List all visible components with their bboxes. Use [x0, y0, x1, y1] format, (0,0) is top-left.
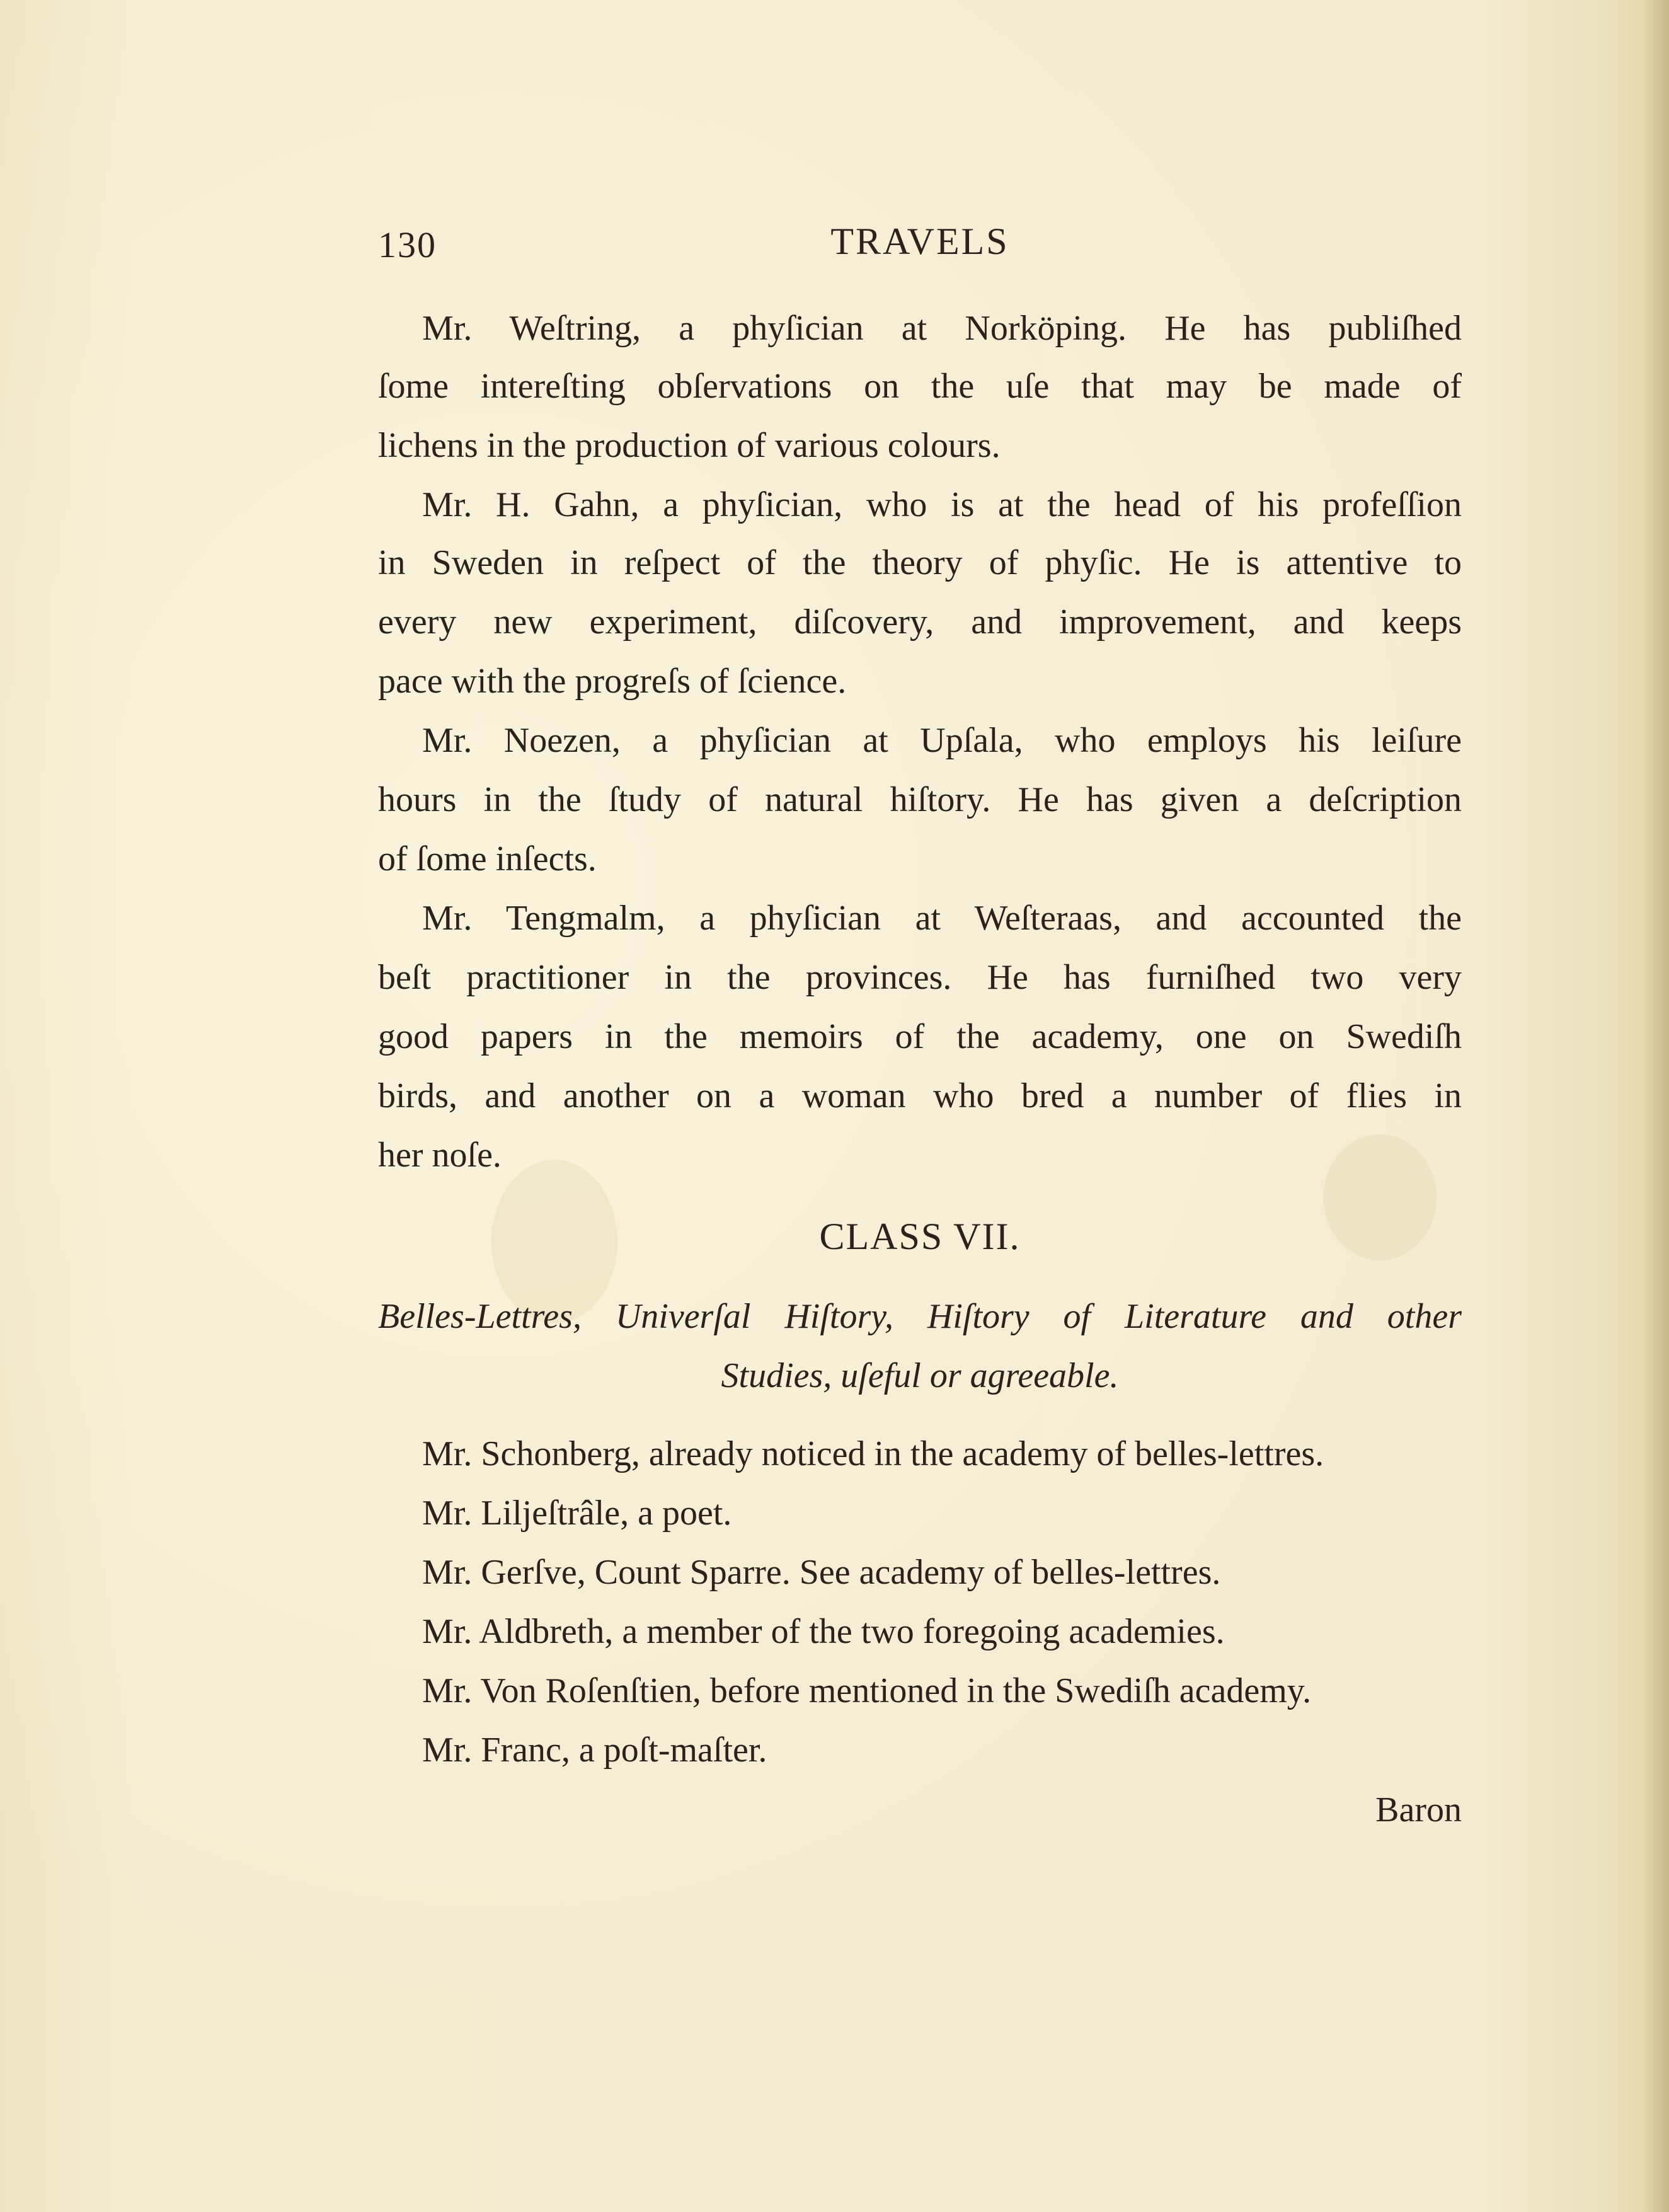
text-line: of ſome inſects.: [378, 839, 597, 878]
text-line: Mr. H. Gahn, a phyſician, who is at the head of his profeſſion: [422, 485, 1462, 524]
running-head: TRAVELS: [830, 221, 1009, 262]
text-line: pace with the progreſs of ſcience.: [378, 662, 847, 701]
text-line: beſt practitioner in the provinces. He has furniſhed two very: [378, 958, 1462, 997]
class-subheading-line: Belles-Lettres, Univerſal Hiſtory, Hiſtory of Literature and other: [378, 1297, 1462, 1336]
text-line: Mr. Noezen, a phyſician at Upſala, who employs his leiſure: [422, 721, 1462, 760]
class-heading: CLASS VII.: [819, 1216, 1021, 1257]
page-edge-shadow: [1644, 0, 1669, 2212]
page-number: 130: [378, 224, 437, 265]
member-entry: Mr. Schonberg, already noticed in the academy of belles-lettres.: [422, 1434, 1324, 1473]
text-line: good papers in the memoirs of the academy, one on Swediſh: [378, 1017, 1462, 1056]
member-entry: Mr. Franc, a poſt-maſter.: [422, 1731, 767, 1770]
text-line: her noſe.: [378, 1136, 502, 1175]
member-entry: Mr. Aldbreth, a member of the two foregoing academies.: [422, 1612, 1225, 1651]
text-line: lichens in the production of various colours.: [378, 426, 1001, 465]
member-entry: Mr. Gerſve, Count Sparre. See academy of belles-lettres.: [422, 1553, 1221, 1592]
text-line: birds, and another on a woman who bred a number of flies in: [378, 1076, 1462, 1115]
text-line: hours in the ſtudy of natural hiſtory. He has given a deſcription: [378, 780, 1462, 819]
member-entry: Mr. Von Roſenſtien, before mentioned in the Swediſh academy.: [422, 1671, 1312, 1710]
page-header: [378, 221, 1462, 274]
class-subheading-line: Studies, uſeful or agreeable.: [721, 1356, 1119, 1395]
catchword: Baron: [1375, 1790, 1462, 1829]
text-line: Mr. Weſtring, a phyſician at Norköping. He has publiſhed: [422, 309, 1462, 348]
text-line: ſome intereſting obſervations on the uſe that may be made of: [378, 367, 1462, 406]
text-line: every new experiment, diſcovery, and improvement, and keeps: [378, 602, 1462, 642]
text-line: in Sweden in reſpect of the theory of phyſic. He is attentive to: [378, 543, 1462, 582]
member-entry: Mr. Liljeſtrâle, a poet.: [422, 1494, 732, 1533]
text-line: Mr. Tengmalm, a phyſician at Weſteraas, and accounted the: [422, 899, 1462, 938]
